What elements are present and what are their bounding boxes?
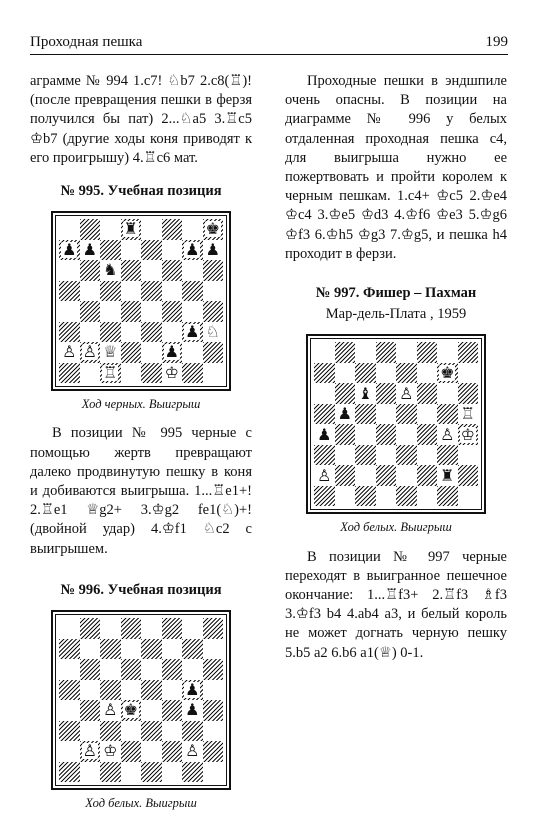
board-square [376, 465, 397, 486]
board-square [100, 219, 121, 240]
chess-piece-icon: ♟ [185, 321, 200, 341]
board-square [314, 445, 335, 466]
board-grid [314, 342, 478, 506]
board-square [121, 721, 142, 742]
board-square [59, 618, 80, 639]
board-square [458, 383, 479, 404]
board-square [80, 322, 101, 343]
board-square [335, 424, 356, 445]
board-square [437, 404, 458, 425]
board-square [121, 762, 142, 783]
board-square [80, 639, 101, 660]
board-square [100, 322, 121, 343]
board-square [396, 486, 417, 507]
board-square [458, 486, 479, 507]
board-square [417, 342, 438, 363]
board-square [182, 741, 203, 762]
board-square [182, 301, 203, 322]
chess-piece-icon: ♚ [205, 219, 220, 239]
board-square [376, 342, 397, 363]
right-paragraph-1: Проходные пешки в эндшпиле очень опасны. В позиции на диаграмме № 996 у белых отдаленная проходная пешка с4, для выигрыша нужно ее пожертвовать и пройти королем к черным пешкам. 1.c4+ ♔c5 2.♔e4 ♔c4 3.♔e5 ♔d3 4.♔f6 ♔e3 5.♔g6 ♔f3 6.♔h5 ♔g3 7.♔g5, и пешка h4 проходит в ферзи. [285, 73, 507, 262]
diagram-997-caption: Ход белых. Выигрыш [340, 520, 452, 535]
board-square [335, 404, 356, 425]
board-square [141, 639, 162, 660]
board-square [121, 260, 142, 281]
board-square [162, 260, 183, 281]
chess-piece-icon: ♔ [460, 424, 475, 444]
board-square [141, 219, 162, 240]
board-square [80, 342, 101, 363]
board-square [355, 424, 376, 445]
board-square [59, 700, 80, 721]
board-square [162, 342, 183, 363]
board-square [437, 383, 458, 404]
board-square [417, 363, 438, 384]
board-square [59, 363, 80, 384]
board-square [121, 301, 142, 322]
board-square [335, 445, 356, 466]
board-square [417, 404, 438, 425]
chess-piece-icon: ♟ [185, 700, 200, 720]
board-square [437, 363, 458, 384]
board-square [314, 363, 335, 384]
board-square [59, 301, 80, 322]
diagram-997-heading: № 997. Фишер – Пахман [315, 285, 477, 302]
board-square [100, 659, 121, 680]
board-square [182, 721, 203, 742]
board-square [203, 219, 224, 240]
board-square [203, 680, 224, 701]
board-square [162, 281, 183, 302]
board-square [376, 486, 397, 507]
board-square [80, 721, 101, 742]
board-square [80, 618, 101, 639]
board-square [59, 639, 80, 660]
board-square [141, 700, 162, 721]
chess-piece-icon: ♘ [205, 321, 220, 341]
board-square [141, 618, 162, 639]
board-square [141, 363, 162, 384]
chess-piece-icon: ♟ [317, 424, 332, 444]
board-square [458, 465, 479, 486]
board-square [355, 363, 376, 384]
board-square [121, 363, 142, 384]
board-square [182, 219, 203, 240]
chess-piece-icon: ♙ [82, 342, 97, 362]
board-square [396, 445, 417, 466]
board-square [335, 363, 356, 384]
chess-piece-icon: ♙ [440, 424, 455, 444]
board-square [203, 700, 224, 721]
chess-piece-icon: ♜ [440, 465, 455, 485]
board-square [182, 639, 203, 660]
chess-piece-icon: ♔ [164, 362, 179, 382]
board-square [182, 322, 203, 343]
board-square [100, 342, 121, 363]
chess-piece-icon: ♟ [205, 239, 220, 259]
board-square [59, 322, 80, 343]
board-square [458, 342, 479, 363]
board-square [396, 342, 417, 363]
board-square [162, 762, 183, 783]
board-square [162, 219, 183, 240]
board-square [59, 260, 80, 281]
board-square [121, 680, 142, 701]
chess-piece-icon: ♟ [82, 239, 97, 259]
board-square [141, 721, 162, 742]
board-square [203, 639, 224, 660]
board-square [182, 342, 203, 363]
board-square [355, 465, 376, 486]
chess-piece-icon: ♔ [103, 741, 118, 761]
board-square [182, 260, 203, 281]
board-square [376, 424, 397, 445]
board-square [59, 240, 80, 261]
board-square [141, 342, 162, 363]
chess-piece-icon: ♝ [358, 383, 373, 403]
board-square [100, 639, 121, 660]
chess-piece-icon: ♜ [123, 219, 138, 239]
board-square [141, 680, 162, 701]
board-square [417, 383, 438, 404]
diagram-995-heading: № 995. Учебная позиция [60, 183, 222, 200]
board-square [59, 281, 80, 302]
board-square [121, 741, 142, 762]
board-square [182, 240, 203, 261]
board-square [437, 486, 458, 507]
board-square [203, 281, 224, 302]
board-square [100, 680, 121, 701]
board-square [355, 404, 376, 425]
board-square [458, 404, 479, 425]
left-paragraph-2: В позиции № 995 черные с помощью жертв превращают далеко продвинутую пешку в коня и добиваются выигрыша. 1...♖e1+! 2.♖e1 ♕g2+ 3.♔g2 fe1(♘)+! (двойной удар) 4.♔f1 ♘c2 с выигрышем. [30, 425, 252, 557]
board-square [100, 762, 121, 783]
board-square [182, 700, 203, 721]
board-square [203, 240, 224, 261]
board-square [162, 700, 183, 721]
board-square [59, 219, 80, 240]
board-square [162, 721, 183, 742]
board-square [121, 618, 142, 639]
board-grid [59, 219, 223, 383]
board-square [458, 424, 479, 445]
chess-piece-icon: ♖ [103, 362, 118, 382]
chess-piece-icon: ♙ [399, 383, 414, 403]
board-square [100, 700, 121, 721]
left-column [30, 72, 252, 823]
board-square [458, 445, 479, 466]
board-square [121, 342, 142, 363]
board-square [203, 301, 224, 322]
board-square [314, 383, 335, 404]
board-square [335, 383, 356, 404]
board-square [121, 219, 142, 240]
chess-piece-icon: ♟ [164, 342, 179, 362]
board-square [141, 741, 162, 762]
board-square [417, 445, 438, 466]
chess-piece-icon: ♙ [185, 741, 200, 761]
board-square [162, 659, 183, 680]
board-square [141, 659, 162, 680]
board-square [396, 404, 417, 425]
board-square [100, 618, 121, 639]
board-square [121, 639, 142, 660]
board-square [396, 363, 417, 384]
board-square [162, 363, 183, 384]
chess-piece-icon: ♚ [123, 700, 138, 720]
running-title: Проходная пешка [30, 34, 143, 50]
board-square [314, 404, 335, 425]
board-square [141, 240, 162, 261]
board-grid [59, 618, 223, 782]
board-square [437, 445, 458, 466]
board-square [182, 363, 203, 384]
board-square [121, 240, 142, 261]
diagram-997-event: Мар-дель-Плата , 1959 [325, 306, 467, 323]
board-square [162, 322, 183, 343]
board-square [59, 741, 80, 762]
board-square [458, 363, 479, 384]
board-square [100, 301, 121, 322]
chess-piece-icon: ♙ [103, 700, 118, 720]
board-square [203, 322, 224, 343]
board-square [182, 281, 203, 302]
board-square [100, 240, 121, 261]
board-square [376, 363, 397, 384]
board-square [314, 465, 335, 486]
board-square [203, 659, 224, 680]
board-square [314, 342, 335, 363]
board-square [100, 260, 121, 281]
diagram-995-caption: Ход черных. Выигрыш [81, 397, 201, 412]
board-square [59, 721, 80, 742]
board-square [80, 219, 101, 240]
board-square [437, 342, 458, 363]
board-square [80, 363, 101, 384]
right-paragraph-2: В позиции № 997 черные переходят в выигранное пешечное окончание: 1...♖f3+ 2.♖f3 ♗f3 3.♔f3 b4 4.ab4 a3, и белый король не может догнать черную пешку 5.b5 a2 6.b6 a1(♕) 0-1. [285, 548, 507, 661]
board-square [203, 741, 224, 762]
board-square [396, 465, 417, 486]
board-square [203, 762, 224, 783]
diagram-996-heading: № 996. Учебная позиция [60, 581, 222, 598]
board-square [355, 383, 376, 404]
board-square [80, 659, 101, 680]
board-square [80, 700, 101, 721]
board-square [162, 680, 183, 701]
board-square [437, 465, 458, 486]
board-square [182, 618, 203, 639]
board-square [182, 680, 203, 701]
board-square [417, 486, 438, 507]
board-square [100, 741, 121, 762]
board-square [59, 342, 80, 363]
board-square [203, 342, 224, 363]
chess-piece-icon: ♖ [460, 404, 475, 424]
board-square [355, 342, 376, 363]
board-square [162, 741, 183, 762]
board-square [59, 659, 80, 680]
board-square [417, 424, 438, 445]
chess-piece-icon: ♚ [440, 363, 455, 383]
board-square [59, 680, 80, 701]
board-square [100, 721, 121, 742]
board-square [335, 486, 356, 507]
board-square [314, 424, 335, 445]
board-square [437, 424, 458, 445]
board-square [121, 281, 142, 302]
board-square [335, 342, 356, 363]
board-square [80, 741, 101, 762]
board-square [203, 260, 224, 281]
board-square [182, 659, 203, 680]
board-square [203, 363, 224, 384]
page-header [30, 30, 508, 52]
board-square [355, 486, 376, 507]
header-rule [30, 54, 508, 55]
board-square [203, 618, 224, 639]
chess-piece-icon: ♟ [62, 239, 77, 259]
chess-piece-icon: ♙ [62, 342, 77, 362]
board-square [335, 465, 356, 486]
board-square [162, 301, 183, 322]
board-square [162, 240, 183, 261]
board-square [182, 762, 203, 783]
chessboard-995 [51, 211, 231, 391]
board-square [121, 322, 142, 343]
chessboard-996 [51, 610, 231, 790]
board-square [376, 404, 397, 425]
board-square [80, 762, 101, 783]
board-square [141, 322, 162, 343]
chess-piece-icon: ♕ [103, 342, 118, 362]
board-square [80, 281, 101, 302]
board-square [141, 301, 162, 322]
chess-piece-icon: ♟ [185, 679, 200, 699]
left-paragraph-1: агрaмме № 994 1.c7! ♘b7 2.c8(♖)! (после превращения пешки в ферзя получился бы пат) 2...♘a5 3.♖c5 ♔b7 (другие ходы коня приводят к его проигрышу) 4.♖c6 мат. [30, 73, 252, 166]
right-column [285, 72, 507, 663]
board-square [100, 363, 121, 384]
board-square [141, 762, 162, 783]
board-square [141, 281, 162, 302]
page-number: 199 [485, 34, 508, 50]
board-square [355, 445, 376, 466]
board-square [80, 680, 101, 701]
board-square [121, 700, 142, 721]
board-square [162, 639, 183, 660]
board-square [80, 301, 101, 322]
board-square [100, 281, 121, 302]
board-square [141, 260, 162, 281]
chessboard-997 [306, 334, 486, 514]
board-square [162, 618, 183, 639]
board-square [376, 383, 397, 404]
board-square [376, 445, 397, 466]
chess-piece-icon: ♙ [317, 465, 332, 485]
chess-piece-icon: ♟ [337, 404, 352, 424]
board-square [396, 424, 417, 445]
board-square [59, 762, 80, 783]
board-square [80, 240, 101, 261]
board-square [314, 486, 335, 507]
board-square [417, 465, 438, 486]
diagram-996-caption: Ход белых. Выигрыш [85, 796, 197, 811]
chess-piece-icon: ♙ [82, 741, 97, 761]
chess-piece-icon: ♟ [185, 239, 200, 259]
board-square [396, 383, 417, 404]
chess-piece-icon: ♞ [103, 260, 118, 280]
board-square [121, 659, 142, 680]
board-square [203, 721, 224, 742]
board-square [80, 260, 101, 281]
